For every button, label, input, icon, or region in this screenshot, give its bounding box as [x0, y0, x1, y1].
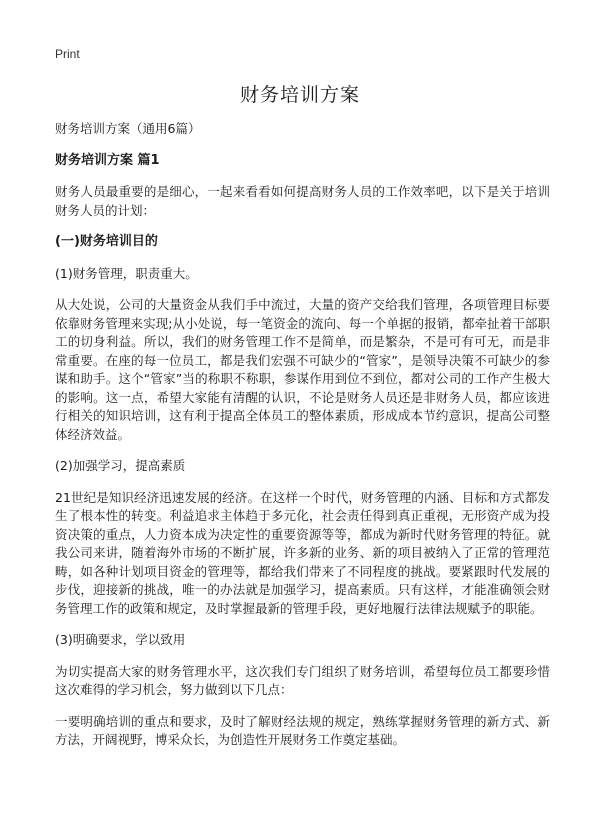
section-heading: 财务培训方案 篇1 — [55, 152, 160, 168]
part-heading: (一)财务培训目的 — [55, 234, 158, 249]
document-body — [55, 120, 550, 763]
point2-paragraph: 21世纪是知识经济迅速发展的经济。在这样一个时代，财务管理的内涵、目标和方式都发生了根本性的转变。利益追求主体趋于多元化，社会责任得到真正重视，无形资产成为投资决策的重点，人力资本成为决定性的重要资源等等，都成为新时代财务管理的特征。就我公司来讲，随着海外市场的不断扩展，许多新的业务、新的项目被纳入了正常的管理范畴，如各种计划项目资金的管理等，都给我们带来了不同程度的挑战。要紧跟时代发展的步伐，迎接新的挑战，唯一的办法就是加强学习，提高素质。只有这样，才能准确领会财务管理工作的政策和规定，及时掌握最新的管理手段，更好地履行法律法规赋予的职能。 — [55, 489, 550, 616]
point2-heading: (2)加强学习，提高素质 — [55, 458, 186, 473]
point3-paragraph-2: 一要明确培训的重点和要求，及时了解财经法规的规定，熟练掌握财务管理的新方式、新方法，开阔视野，博采众长，为创造性开展财务工作奠定基础。 — [55, 713, 550, 747]
print-label: Print — [55, 47, 80, 61]
point1-paragraph: 从大处说，公司的大量资金从我们手中流过，大量的资产交给我们管理，各项管理目标要依靠财务管理来实现;从小处说，每一笔资金的流向、每一个单据的报销，都牵扯着干部职工的切身利益。所以，我们的财务管理工作不是简单，而是繁杂，不是可有可无，而是非常重要。在座的每一位员工，都是我们宏强不可缺少的“管家”，是领导决策不可缺少的参谋和助手。这个“管家”当的称职不称职，参谋作用到位不到位，都对公司的工作产生极大的影响。这一点，希望大家能有清醒的认识，不论是财务人员还是非财务人员，都应该进行相关的知识培训，这有利于提高全体员工的整体素质，形成成本节约意识，提高公司整体经济效益。 — [55, 297, 550, 442]
point1-heading: (1)财务管理，职责重大。 — [55, 265, 198, 281]
point3-heading: (3)明确要求，学以致用 — [55, 632, 186, 647]
point3-paragraph-1: 为切实提高大家的财务管理水平，这次我们专门组织了财务培训，希望每位员工都要珍惜这次难得的学习机会，努力做到以下几点： — [55, 663, 550, 697]
intro-paragraph: 财务人员最重要的是细心，一起来看看如何提高财务人员的工作效率吧，以下是关于培训财务人员的计划： — [55, 184, 550, 218]
document-title: 财务培训方案 — [239, 84, 360, 106]
document-subtitle: 财务培训方案（通用6篇） — [55, 121, 201, 136]
